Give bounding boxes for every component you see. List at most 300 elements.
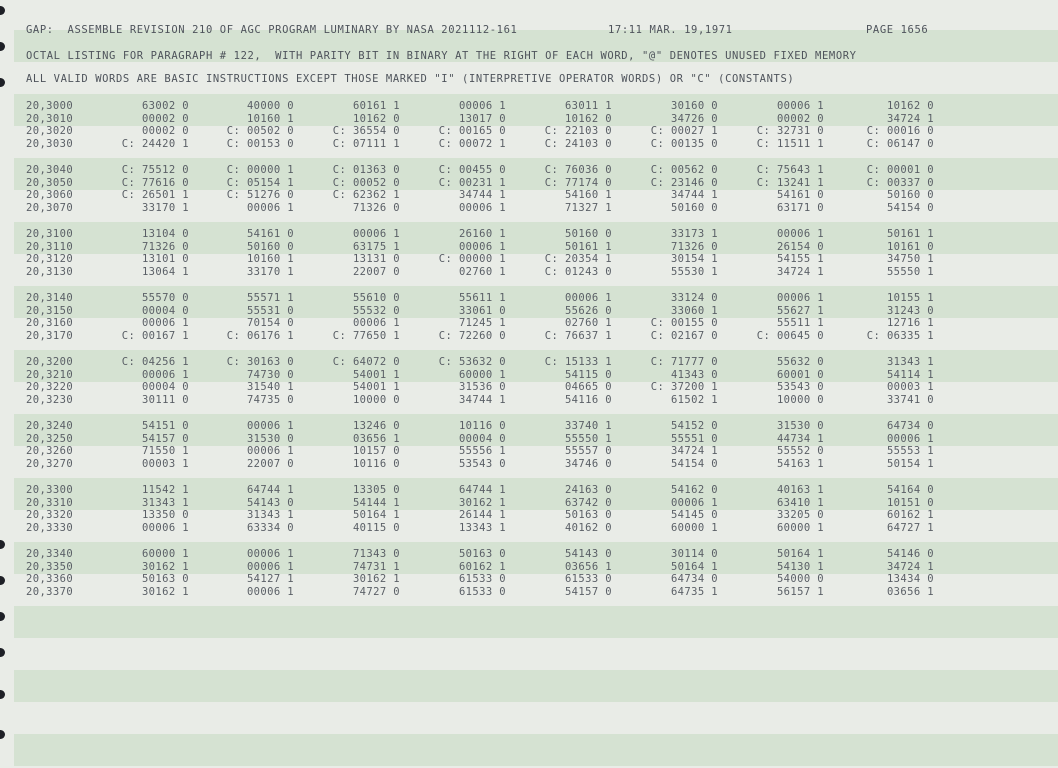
octal-word: 60162 1 bbox=[458, 560, 506, 573]
octal-word: 11542 1 bbox=[141, 484, 189, 496]
octal-word: 54157 0 bbox=[564, 585, 612, 598]
octal-word: 71343 0 bbox=[352, 548, 400, 560]
listing-row bbox=[0, 164, 1058, 177]
tractor-hole-icon bbox=[0, 690, 5, 699]
octal-word: 10162 0 bbox=[352, 112, 400, 125]
octal-word: 54154 0 bbox=[670, 457, 718, 470]
green-bar bbox=[14, 606, 1058, 638]
listing-row bbox=[0, 138, 1058, 151]
octal-word: C: 00337 0 bbox=[866, 176, 934, 189]
octal-word: 50160 0 bbox=[246, 240, 294, 253]
octal-word: 00002 0 bbox=[776, 112, 824, 125]
octal-word: C: 00027 1 bbox=[650, 125, 718, 138]
listing-row bbox=[0, 125, 1058, 138]
row-address: 20,3070 bbox=[26, 201, 74, 214]
octal-word: 30114 0 bbox=[670, 548, 718, 560]
octal-word: C: 13241 1 bbox=[756, 176, 824, 189]
octal-word: 55530 1 bbox=[670, 265, 718, 278]
row-address: 20,3100 bbox=[26, 228, 74, 240]
octal-word: 55550 1 bbox=[564, 432, 612, 445]
octal-word: 50163 0 bbox=[564, 509, 612, 522]
row-address: 20,3220 bbox=[26, 381, 74, 394]
green-bar bbox=[14, 734, 1058, 766]
row-address: 20,3340 bbox=[26, 548, 74, 560]
octal-word: 55550 1 bbox=[886, 265, 934, 278]
row-address: 20,3260 bbox=[26, 445, 74, 458]
octal-word: 53543 0 bbox=[776, 381, 824, 394]
octal-word: 10000 0 bbox=[776, 393, 824, 406]
octal-word: 61533 0 bbox=[564, 573, 612, 586]
octal-word: 13101 0 bbox=[141, 253, 189, 266]
octal-word: 71245 1 bbox=[458, 317, 506, 330]
octal-word: 50164 1 bbox=[352, 509, 400, 522]
listing-row bbox=[0, 484, 1058, 497]
octal-word: 63011 1 bbox=[564, 100, 612, 112]
octal-word: C: 23146 0 bbox=[650, 176, 718, 189]
octal-word: 12716 1 bbox=[886, 317, 934, 330]
row-address: 20,3120 bbox=[26, 253, 74, 266]
octal-word: 54145 0 bbox=[670, 509, 718, 522]
octal-word: 00006 1 bbox=[246, 585, 294, 598]
octal-word: 31540 1 bbox=[246, 381, 294, 394]
row-address: 20,3160 bbox=[26, 317, 74, 330]
octal-word: 71326 0 bbox=[141, 240, 189, 253]
octal-word: 00006 1 bbox=[246, 201, 294, 214]
octal-word: 33173 1 bbox=[670, 228, 718, 240]
octal-word: C: 07111 1 bbox=[332, 137, 400, 150]
header-page-number: PAGE 1656 bbox=[866, 24, 929, 36]
octal-word: 34724 1 bbox=[670, 445, 718, 458]
octal-word: 40115 0 bbox=[352, 521, 400, 534]
octal-word: 04665 0 bbox=[564, 381, 612, 394]
listing-row bbox=[0, 177, 1058, 190]
octal-word: 34726 0 bbox=[670, 112, 718, 125]
octal-word: 34744 1 bbox=[670, 189, 718, 202]
listing-row bbox=[0, 433, 1058, 446]
octal-word: 54146 0 bbox=[886, 548, 934, 560]
listing-row bbox=[0, 266, 1058, 279]
octal-word: 33170 1 bbox=[246, 265, 294, 278]
octal-word: 54164 0 bbox=[886, 484, 934, 496]
octal-word: 55627 1 bbox=[776, 304, 824, 317]
row-address: 20,3170 bbox=[26, 329, 74, 342]
header-timestamp: 17:11 MAR. 19,1971 bbox=[608, 24, 733, 36]
octal-word: 00006 1 bbox=[886, 432, 934, 445]
octal-word: 55553 1 bbox=[886, 445, 934, 458]
octal-word: 61502 1 bbox=[670, 393, 718, 406]
octal-word: 54001 1 bbox=[352, 368, 400, 381]
octal-word: 10160 1 bbox=[246, 112, 294, 125]
octal-word: 54114 1 bbox=[886, 368, 934, 381]
octal-word: 50164 1 bbox=[776, 548, 824, 560]
octal-word: 74730 0 bbox=[246, 368, 294, 381]
octal-word: C: 00000 1 bbox=[438, 253, 506, 266]
octal-word: C: 30163 0 bbox=[226, 356, 294, 368]
octal-word: 33061 0 bbox=[458, 304, 506, 317]
octal-word: 63175 1 bbox=[352, 240, 400, 253]
octal-word: C: 00455 0 bbox=[438, 164, 506, 176]
octal-word: 02760 1 bbox=[564, 317, 612, 330]
octal-word: C: 36554 0 bbox=[332, 125, 400, 138]
octal-word: 30162 1 bbox=[458, 496, 506, 509]
octal-word: 00006 1 bbox=[458, 201, 506, 214]
octal-word: 10161 0 bbox=[886, 240, 934, 253]
octal-word: C: 00167 1 bbox=[121, 329, 189, 342]
octal-word: 55552 0 bbox=[776, 445, 824, 458]
octal-word: 55557 0 bbox=[564, 445, 612, 458]
octal-word: 63002 0 bbox=[141, 100, 189, 112]
octal-word: 00003 1 bbox=[141, 457, 189, 470]
octal-word: 53543 0 bbox=[458, 457, 506, 470]
row-address: 20,3350 bbox=[26, 560, 74, 573]
octal-word: 31343 1 bbox=[886, 356, 934, 368]
octal-word: 03656 1 bbox=[352, 432, 400, 445]
octal-word: 00006 1 bbox=[670, 496, 718, 509]
octal-word: 60001 0 bbox=[776, 368, 824, 381]
row-address: 20,3320 bbox=[26, 509, 74, 522]
octal-word: 00004 0 bbox=[141, 304, 189, 317]
octal-word: 34744 1 bbox=[458, 189, 506, 202]
octal-word: 55551 0 bbox=[670, 432, 718, 445]
octal-word: 63334 0 bbox=[246, 521, 294, 534]
octal-word: C: 00562 0 bbox=[650, 164, 718, 176]
octal-word: 00006 1 bbox=[246, 548, 294, 560]
tractor-hole-icon bbox=[0, 78, 5, 87]
octal-word: 41343 0 bbox=[670, 368, 718, 381]
octal-word: 00002 0 bbox=[141, 125, 189, 138]
row-address: 20,3020 bbox=[26, 125, 74, 138]
octal-word: 54144 1 bbox=[352, 496, 400, 509]
octal-word: 55610 0 bbox=[352, 292, 400, 304]
listing-row bbox=[0, 228, 1058, 241]
octal-word: 33170 1 bbox=[141, 201, 189, 214]
octal-word: 00006 1 bbox=[458, 240, 506, 253]
octal-word: 30154 1 bbox=[670, 253, 718, 266]
listing-row bbox=[0, 241, 1058, 254]
octal-word: 54162 0 bbox=[670, 484, 718, 496]
octal-word: C: 76036 0 bbox=[544, 164, 612, 176]
tractor-hole-icon bbox=[0, 648, 5, 657]
octal-word: 60000 1 bbox=[141, 548, 189, 560]
octal-word: 00006 1 bbox=[141, 368, 189, 381]
octal-word: 56157 1 bbox=[776, 585, 824, 598]
octal-word: C: 24103 0 bbox=[544, 137, 612, 150]
row-address: 20,3230 bbox=[26, 393, 74, 406]
row-address: 20,3200 bbox=[26, 356, 74, 368]
row-address: 20,3040 bbox=[26, 164, 74, 176]
octal-word: 31530 0 bbox=[246, 432, 294, 445]
octal-word: 55632 0 bbox=[776, 356, 824, 368]
octal-word: 74727 0 bbox=[352, 585, 400, 598]
listing-row bbox=[0, 445, 1058, 458]
octal-word: 54152 0 bbox=[670, 420, 718, 432]
octal-word: 54160 1 bbox=[564, 189, 612, 202]
octal-word: 50163 0 bbox=[141, 573, 189, 586]
tractor-hole-icon bbox=[0, 730, 5, 739]
octal-word: 54001 1 bbox=[352, 381, 400, 394]
octal-word: C: 72260 0 bbox=[438, 329, 506, 342]
row-address: 20,3000 bbox=[26, 100, 74, 112]
octal-word: C: 04256 1 bbox=[121, 356, 189, 368]
octal-word: C: 75643 1 bbox=[756, 164, 824, 176]
octal-word: 60000 1 bbox=[670, 521, 718, 534]
listing-row bbox=[0, 522, 1058, 535]
octal-word: 50154 1 bbox=[886, 457, 934, 470]
octal-word: 61533 0 bbox=[458, 585, 506, 598]
octal-word: 10157 0 bbox=[352, 445, 400, 458]
octal-word: C: 11511 1 bbox=[756, 137, 824, 150]
listing-row bbox=[0, 113, 1058, 126]
listing-row bbox=[0, 497, 1058, 510]
octal-word: C: 24420 1 bbox=[121, 137, 189, 150]
octal-word: C: 00231 1 bbox=[438, 176, 506, 189]
octal-word: C: 76637 1 bbox=[544, 329, 612, 342]
row-address: 20,3300 bbox=[26, 484, 74, 496]
octal-word: 31343 1 bbox=[246, 509, 294, 522]
octal-word: 70154 0 bbox=[246, 317, 294, 330]
octal-word: 00006 1 bbox=[458, 100, 506, 112]
header-subtitle: OCTAL LISTING FOR PARAGRAPH # 122, WITH PARITY BIT IN BINARY AT THE RIGHT OF EACH WORD, "@" DENOTES UNUSED FIXED MEMORY bbox=[26, 50, 857, 62]
octal-word: 00006 1 bbox=[246, 420, 294, 432]
octal-word: C: 77174 0 bbox=[544, 176, 612, 189]
octal-word: 33740 1 bbox=[564, 420, 612, 432]
octal-word: C: 77616 0 bbox=[121, 176, 189, 189]
octal-word: 30111 0 bbox=[141, 393, 189, 406]
octal-word: 34724 1 bbox=[886, 560, 934, 573]
octal-word: 10116 0 bbox=[458, 420, 506, 432]
octal-word: C: 06176 1 bbox=[226, 329, 294, 342]
octal-word: 00006 1 bbox=[352, 317, 400, 330]
octal-word: 10000 0 bbox=[352, 393, 400, 406]
octal-word: 13017 0 bbox=[458, 112, 506, 125]
octal-word: 22007 0 bbox=[352, 265, 400, 278]
octal-word: 64744 1 bbox=[458, 484, 506, 496]
octal-word: C: 01243 0 bbox=[544, 265, 612, 278]
octal-word: C: 62362 1 bbox=[332, 189, 400, 202]
octal-word: C: 05154 1 bbox=[226, 176, 294, 189]
octal-word: 64744 1 bbox=[246, 484, 294, 496]
listing-row bbox=[0, 189, 1058, 202]
octal-word: 55532 0 bbox=[352, 304, 400, 317]
listing-row bbox=[0, 561, 1058, 574]
octal-word: C: 00001 0 bbox=[866, 164, 934, 176]
octal-word: C: 00502 0 bbox=[226, 125, 294, 138]
octal-word: 30162 1 bbox=[141, 585, 189, 598]
octal-word: C: 51276 0 bbox=[226, 189, 294, 202]
row-address: 20,3140 bbox=[26, 292, 74, 304]
octal-word: 55571 1 bbox=[246, 292, 294, 304]
octal-word: 40162 0 bbox=[564, 521, 612, 534]
octal-word: C: 32731 0 bbox=[756, 125, 824, 138]
octal-word: C: 75512 0 bbox=[121, 164, 189, 176]
octal-word: 54155 1 bbox=[776, 253, 824, 266]
listing-row bbox=[0, 458, 1058, 471]
listing-row bbox=[0, 356, 1058, 369]
listing-row bbox=[0, 420, 1058, 433]
octal-word: 74735 0 bbox=[246, 393, 294, 406]
octal-word: 33124 0 bbox=[670, 292, 718, 304]
octal-word: 00006 1 bbox=[141, 521, 189, 534]
octal-word: 24163 0 bbox=[564, 484, 612, 496]
octal-word: 00004 0 bbox=[141, 381, 189, 394]
octal-word: 10162 0 bbox=[886, 100, 934, 112]
octal-word: 40163 1 bbox=[776, 484, 824, 496]
octal-word: 34724 1 bbox=[886, 112, 934, 125]
octal-word: 55570 0 bbox=[141, 292, 189, 304]
octal-word: C: 02167 0 bbox=[650, 329, 718, 342]
listing-row bbox=[0, 573, 1058, 586]
octal-word: 30160 0 bbox=[670, 100, 718, 112]
octal-word: 74731 1 bbox=[352, 560, 400, 573]
octal-word: 03656 1 bbox=[886, 585, 934, 598]
octal-word: C: 00165 0 bbox=[438, 125, 506, 138]
octal-word: 44734 1 bbox=[776, 432, 824, 445]
octal-word: 13104 0 bbox=[141, 228, 189, 240]
header-legend: ALL VALID WORDS ARE BASIC INSTRUCTIONS EXCEPT THOSE MARKED "I" (INTERPRETIVE OPERATOR WORDS) OR "C" (CONSTANTS) bbox=[26, 73, 795, 85]
octal-word: C: 00000 1 bbox=[226, 164, 294, 176]
octal-word: 30162 1 bbox=[352, 573, 400, 586]
octal-word: 00006 1 bbox=[141, 317, 189, 330]
octal-word: 63742 0 bbox=[564, 496, 612, 509]
octal-word: C: 00135 0 bbox=[650, 137, 718, 150]
octal-word: 50164 1 bbox=[670, 560, 718, 573]
octal-word: 13305 0 bbox=[352, 484, 400, 496]
octal-word: C: 06147 0 bbox=[866, 137, 934, 150]
row-address: 20,3310 bbox=[26, 496, 74, 509]
octal-word: 31343 1 bbox=[141, 496, 189, 509]
octal-word: 54143 0 bbox=[564, 548, 612, 560]
row-address: 20,3150 bbox=[26, 304, 74, 317]
octal-word: 34724 1 bbox=[776, 265, 824, 278]
octal-word: 64727 1 bbox=[886, 521, 934, 534]
octal-word: 60162 1 bbox=[886, 509, 934, 522]
octal-word: 71326 0 bbox=[670, 240, 718, 253]
octal-word: 33741 0 bbox=[886, 393, 934, 406]
tractor-hole-icon bbox=[0, 612, 5, 621]
octal-word: 00006 1 bbox=[246, 560, 294, 573]
octal-word: 13350 0 bbox=[141, 509, 189, 522]
octal-word: C: 53632 0 bbox=[438, 356, 506, 368]
octal-word: 50160 0 bbox=[564, 228, 612, 240]
octal-word: 30162 1 bbox=[141, 560, 189, 573]
octal-word: C: 00052 0 bbox=[332, 176, 400, 189]
row-address: 20,3370 bbox=[26, 585, 74, 598]
octal-word: C: 26501 1 bbox=[121, 189, 189, 202]
octal-word: 54163 1 bbox=[776, 457, 824, 470]
octal-word: 31530 0 bbox=[776, 420, 824, 432]
tractor-hole-icon bbox=[0, 42, 5, 51]
octal-word: 10155 1 bbox=[886, 292, 934, 304]
octal-word: 13343 1 bbox=[458, 521, 506, 534]
octal-word: 10151 0 bbox=[886, 496, 934, 509]
row-address: 20,3010 bbox=[26, 112, 74, 125]
octal-word: 54000 0 bbox=[776, 573, 824, 586]
octal-word: 13131 0 bbox=[352, 253, 400, 266]
octal-word: 10162 0 bbox=[564, 112, 612, 125]
octal-word: C: 00155 0 bbox=[650, 317, 718, 330]
octal-word: 63171 0 bbox=[776, 201, 824, 214]
octal-word: 13064 1 bbox=[141, 265, 189, 278]
listing-row bbox=[0, 317, 1058, 330]
octal-word: 34744 1 bbox=[458, 393, 506, 406]
listing-row bbox=[0, 509, 1058, 522]
octal-word: 71327 1 bbox=[564, 201, 612, 214]
octal-word: 54115 0 bbox=[564, 368, 612, 381]
octal-word: 00006 1 bbox=[564, 292, 612, 304]
octal-word: 60161 1 bbox=[352, 100, 400, 112]
octal-word: C: 22103 0 bbox=[544, 125, 612, 138]
octal-word: 34750 1 bbox=[886, 253, 934, 266]
octal-word: 31243 0 bbox=[886, 304, 934, 317]
octal-word: 71326 0 bbox=[352, 201, 400, 214]
octal-word: 55531 0 bbox=[246, 304, 294, 317]
listing-row bbox=[0, 100, 1058, 113]
octal-word: 34746 0 bbox=[564, 457, 612, 470]
row-address: 20,3360 bbox=[26, 573, 74, 586]
row-address: 20,3210 bbox=[26, 368, 74, 381]
octal-word: 00006 1 bbox=[776, 292, 824, 304]
octal-word: 54157 0 bbox=[141, 432, 189, 445]
octal-word: 54143 0 bbox=[246, 496, 294, 509]
octal-word: C: 01363 0 bbox=[332, 164, 400, 176]
octal-word: 13246 0 bbox=[352, 420, 400, 432]
octal-word: C: 00072 1 bbox=[438, 137, 506, 150]
octal-word: 26154 0 bbox=[776, 240, 824, 253]
octal-word: 71550 1 bbox=[141, 445, 189, 458]
octal-word: C: 00016 0 bbox=[866, 125, 934, 138]
octal-word: 50163 0 bbox=[458, 548, 506, 560]
octal-word: 60000 1 bbox=[458, 368, 506, 381]
octal-word: 64734 0 bbox=[670, 573, 718, 586]
octal-word: C: 77650 1 bbox=[332, 329, 400, 342]
listing-row bbox=[0, 586, 1058, 599]
row-address: 20,3050 bbox=[26, 176, 74, 189]
octal-word: 60000 1 bbox=[776, 521, 824, 534]
tractor-hole-icon bbox=[0, 6, 5, 15]
octal-word: 54116 0 bbox=[564, 393, 612, 406]
octal-word: C: 37200 1 bbox=[650, 381, 718, 394]
octal-word: 55611 1 bbox=[458, 292, 506, 304]
row-address: 20,3330 bbox=[26, 521, 74, 534]
octal-word: 55556 1 bbox=[458, 445, 506, 458]
octal-word: 50160 0 bbox=[670, 201, 718, 214]
listing-row bbox=[0, 330, 1058, 343]
octal-word: 54130 1 bbox=[776, 560, 824, 573]
octal-word: C: 00645 0 bbox=[756, 329, 824, 342]
octal-word: 00006 1 bbox=[352, 228, 400, 240]
octal-word: 00006 1 bbox=[776, 100, 824, 112]
octal-word: 50160 0 bbox=[886, 189, 934, 202]
listing-row bbox=[0, 202, 1058, 215]
octal-word: 13434 0 bbox=[886, 573, 934, 586]
octal-word: 50161 1 bbox=[564, 240, 612, 253]
octal-word: 54127 1 bbox=[246, 573, 294, 586]
octal-word: 64734 0 bbox=[886, 420, 934, 432]
octal-word: 33205 0 bbox=[776, 509, 824, 522]
octal-word: 00003 1 bbox=[886, 381, 934, 394]
octal-word: 50161 1 bbox=[886, 228, 934, 240]
octal-word: 54161 0 bbox=[246, 228, 294, 240]
octal-word: 54151 0 bbox=[141, 420, 189, 432]
listing-row bbox=[0, 253, 1058, 266]
listing-row bbox=[0, 305, 1058, 318]
octal-word: 40000 0 bbox=[246, 100, 294, 112]
listing-row bbox=[0, 369, 1058, 382]
octal-word: 00004 0 bbox=[458, 432, 506, 445]
green-bar bbox=[14, 670, 1058, 702]
octal-word: 10160 1 bbox=[246, 253, 294, 266]
row-address: 20,3240 bbox=[26, 420, 74, 432]
